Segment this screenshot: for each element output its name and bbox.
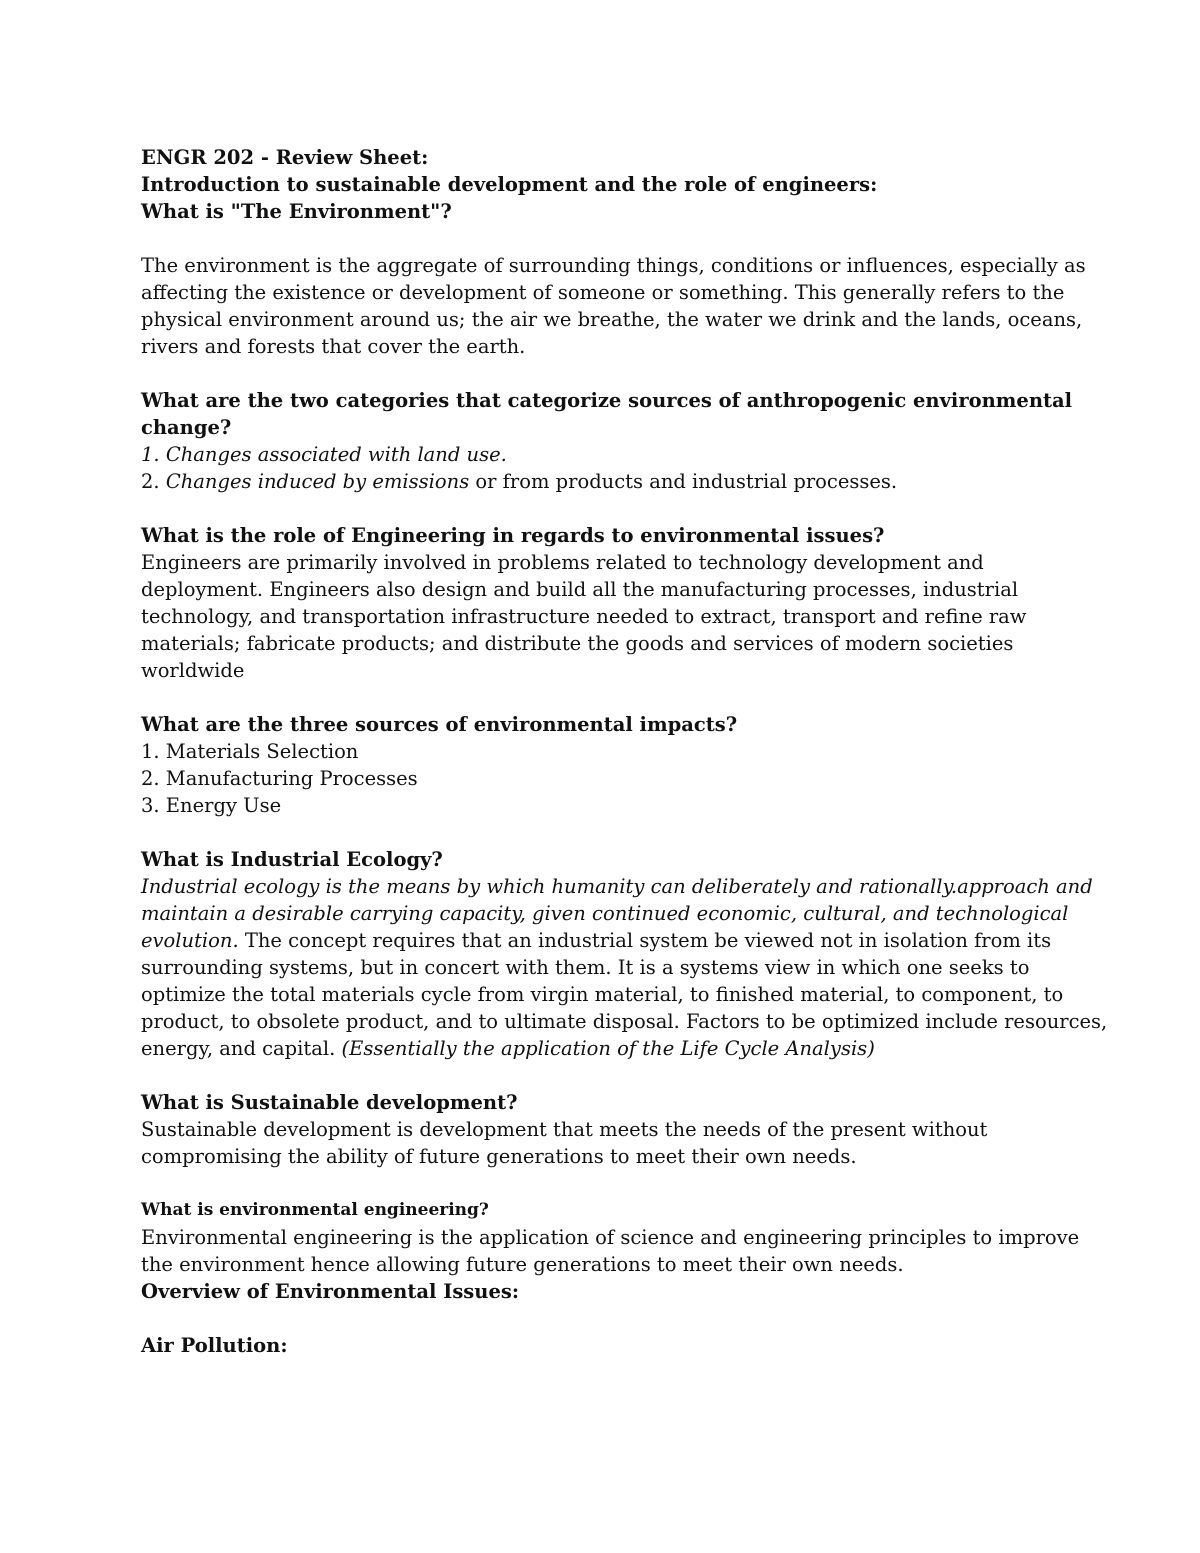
- question-sustainable: What is Sustainable development?: [141, 1091, 518, 1114]
- paragraph-line-italic: maintain a desirable carrying capacity, given continued economic, cultural, and technological: [141, 902, 1069, 925]
- paragraph-line: Sustainable development is development that meets the needs of the present without: [141, 1118, 988, 1141]
- paragraph-line: materials; fabricate products; and distribute the goods and services of modern societies: [141, 632, 1014, 655]
- question-environment: What is "The Environment"?: [141, 200, 452, 223]
- paragraph-line: [141, 1035, 1061, 1062]
- question-impacts: What are the three sources of environmental impacts?: [141, 713, 738, 736]
- paragraph-line: the environment hence allowing future generations to meet their own needs.: [141, 1253, 904, 1276]
- paragraph-line: deployment. Engineers also design and build all the manufacturing processes, industrial: [141, 578, 1019, 601]
- item-number: 1.: [141, 443, 166, 466]
- paragraph-line: physical environment around us; the air we breathe, the water we drink and the lands, oceans,: [141, 308, 1083, 331]
- doc-title: ENGR 202 - Review Sheet:: [141, 146, 429, 169]
- spacer: [141, 1170, 1061, 1197]
- question-categories-cont: change?: [141, 416, 232, 439]
- question-engineering-role: What is the role of Engineering in regards to environmental issues?: [141, 524, 885, 547]
- question-env-engineering: What is environmental engineering?: [141, 1200, 489, 1220]
- answer-industrial-ecology: [141, 873, 1108, 1062]
- spacer: [141, 684, 1061, 711]
- doc-subtitle: Introduction to sustainable development and the role of engineers:: [141, 173, 878, 196]
- paragraph-line-italic: Industrial ecology is the means by which humanity can deliberately and rationally.approach and: [141, 875, 1093, 898]
- item-text-italic: Changes induced by emissions: [165, 470, 470, 493]
- question-industrial-ecology: What is Industrial Ecology?: [141, 848, 443, 871]
- paragraph-line: product, to obsolete product, and to ultimate disposal. Factors to be optimized include resources,: [141, 1010, 1108, 1033]
- item-number: 2.: [141, 470, 166, 493]
- list-item: 2. Manufacturing Processes: [141, 767, 418, 790]
- spacer: [141, 819, 1061, 846]
- list-item: [141, 441, 1061, 468]
- spacer: [141, 1305, 1061, 1332]
- list-item: 3. Energy Use: [141, 794, 282, 817]
- paragraph-line: worldwide: [141, 659, 245, 682]
- paragraph-line: Environmental engineering is the application of science and engineering principles to improve: [141, 1226, 1080, 1249]
- paragraph-line: The environment is the aggregate of surrounding things, conditions or influences, especially as: [141, 254, 1086, 277]
- paragraph-line: affecting the existence or development of someone or something. This generally refers to the: [141, 281, 1065, 304]
- italic-run: (Essentially the application of the Life Cycle Analysis): [341, 1037, 875, 1060]
- paragraph-line: technology, and transportation infrastructure needed to extract, transport and refine raw: [141, 605, 1027, 628]
- list-item: 1. Materials Selection: [141, 740, 359, 763]
- paragraph-line: compromising the ability of future generations to meet their own needs.: [141, 1145, 857, 1168]
- item-text: or from products and industrial processes.: [469, 470, 898, 493]
- spacer: [141, 495, 1061, 522]
- paragraph-line: rivers and forests that cover the earth.: [141, 335, 526, 358]
- question-categories: What are the two categories that categorize sources of anthropogenic environmental: [141, 389, 1073, 412]
- spacer: [141, 360, 1061, 387]
- item-text: Changes associated with land use.: [165, 443, 507, 466]
- section-heading-overview: Overview of Environmental Issues:: [141, 1280, 520, 1303]
- answer-environment: [141, 252, 1086, 360]
- paragraph-line: optimize the total materials cycle from virgin material, to finished material, to component, to: [141, 983, 1064, 1006]
- section-heading-air-pollution: Air Pollution:: [141, 1334, 288, 1357]
- paragraph-line: [141, 927, 1061, 954]
- document-page: [141, 144, 1108, 1359]
- list-item: [141, 468, 1061, 495]
- spacer: [141, 225, 1061, 252]
- spacer: [141, 1062, 1061, 1089]
- paragraph-line: Engineers are primarily involved in problems related to technology development and: [141, 551, 984, 574]
- text-run: energy, and capital.: [141, 1037, 342, 1060]
- answer-engineering-role: [141, 549, 1061, 684]
- italic-run: evolution.: [141, 929, 239, 952]
- paragraph-line: surrounding systems, but in concert with them. It is a systems view in which one seeks to: [141, 956, 1030, 979]
- text-run: The concept requires that an industrial system be viewed not in isolation from its: [238, 929, 1052, 952]
